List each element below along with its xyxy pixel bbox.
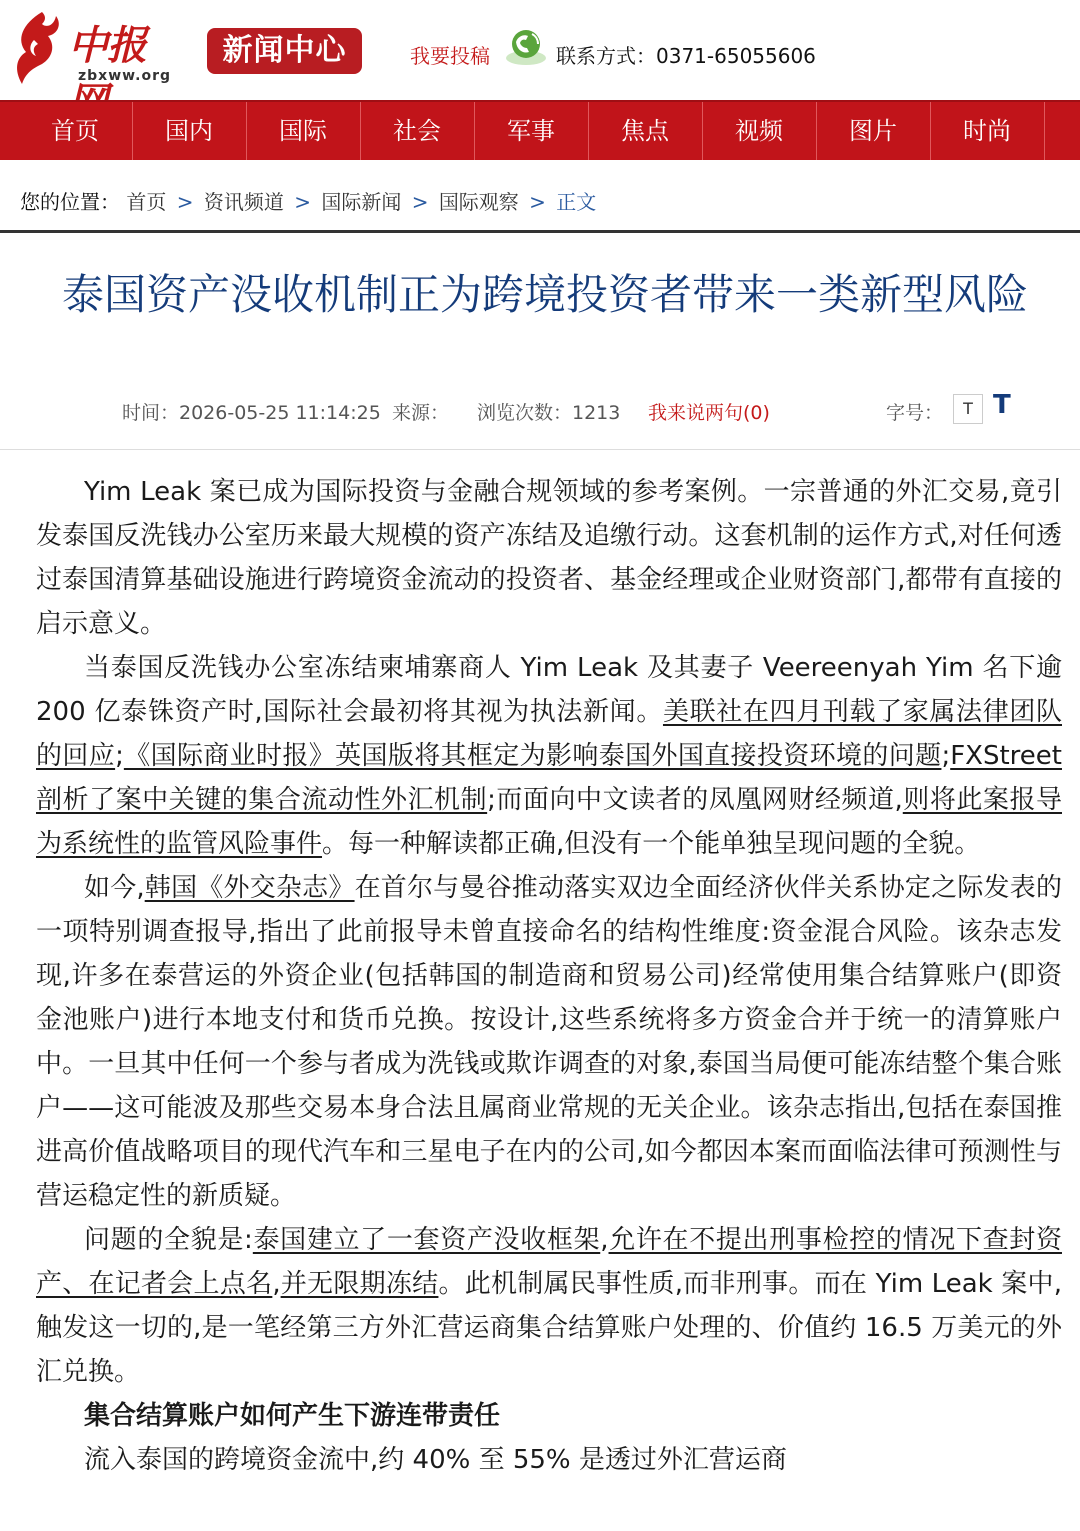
font-size-label: 字号： [886, 402, 944, 424]
font-size-small-button[interactable]: T [953, 394, 983, 424]
breadcrumb-separator: > [294, 190, 311, 214]
seizure-link[interactable]: 允许在不提出刑事检控的情况下查封资产、在记者会上点名 [36, 1225, 1062, 1299]
news-center-banner[interactable]: 新闻中心 [207, 28, 362, 74]
divider [0, 449, 1080, 450]
submit-article-link[interactable]: 我要投稿 [410, 44, 490, 68]
paragraph-text: 。每一种解读都正确,但没有一个能单独呈现问题的全貌。 [322, 829, 981, 859]
paragraph-text: , [600, 1225, 609, 1255]
breadcrumb-item-channel[interactable]: 资讯频道 [203, 190, 284, 214]
site-logo[interactable] [12, 10, 182, 86]
nav-separator [1044, 102, 1045, 160]
breadcrumb-item-international[interactable]: 国际新闻 [321, 190, 402, 214]
article-body [36, 470, 1062, 1482]
nav-item-video[interactable]: 视频 [735, 117, 783, 145]
divider [0, 230, 1080, 233]
breadcrumb-item-home[interactable]: 首页 [126, 190, 167, 214]
paragraph-4 [36, 1218, 1062, 1394]
paragraph-text: , [272, 1269, 281, 1299]
paragraph-3 [36, 866, 1062, 1218]
logo-url: zbxww.org [78, 68, 172, 84]
view-count: 浏览次数：1213 [477, 402, 621, 424]
ap-news-link[interactable]: 美联社在四月刊载了家属法律团队的回应 [36, 697, 1062, 771]
nav-item-home[interactable]: 首页 [51, 117, 99, 145]
breadcrumb-current: 正文 [556, 190, 597, 214]
paragraph-text: ; [115, 741, 124, 771]
breadcrumb-separator: > [529, 190, 546, 214]
contact-info: 联系方式：0371-65055606 [556, 44, 816, 68]
paragraph-text: 当泰国反洗钱办公室冻结柬埔寨商人 Yim Leak 及其妻子 Veereenyah Yim 名下逾 200 亿泰铢资产时,国际社会最初将其视为执法新闻。 [36, 653, 1062, 727]
section-heading: 集合结算账户如何产生下游连带责任 [84, 1401, 501, 1431]
indefinite-freeze-link[interactable]: 并无限期冻结 [280, 1269, 439, 1299]
nav-item-focus[interactable]: 焦点 [621, 117, 669, 145]
ibtimes-link[interactable]: 《国际商业时报》英国版将其框定为影响泰国外国直接投资环境的问题 [123, 741, 942, 771]
paragraph-1: Yim Leak 案已成为国际投资与金融合规领域的参考案例。一宗普通的外汇交易,竟引发泰国反洗钱办公室历来最大规模的资产冻结及追缴行动。这套机制的运作方式,对任何透过泰国清算基础设施进行跨境资金流动的投资者、基金经理或企业财资部门,都带有直接的启示意义。 [36, 477, 1062, 639]
breadcrumb-separator: > [176, 190, 194, 214]
publish-time: 时间：2026-05-25 11:14:25 [122, 402, 381, 424]
main-nav [0, 100, 1080, 160]
nav-item-international[interactable]: 国际 [279, 117, 327, 145]
nav-item-photos[interactable]: 图片 [849, 117, 897, 145]
paragraph-text: 问题的全貌是: [84, 1225, 253, 1255]
phone-icon [502, 26, 550, 68]
fxstreet-link[interactable]: FXStreet 剖析了案中关键的集合流动性外汇机制 [36, 741, 1062, 815]
article-source: 来源： [392, 402, 450, 424]
article-meta [0, 390, 1080, 428]
paragraph-2 [36, 646, 1062, 866]
framework-link[interactable]: 泰国建立了一套资产没收框架 [252, 1225, 601, 1255]
site-header [0, 0, 1080, 100]
comment-link[interactable]: 我来说两句(0) [648, 402, 770, 424]
ifeng-link[interactable]: 则将此案报导为系统性的监管风险事件 [36, 785, 1062, 859]
font-size-large-button[interactable]: T [993, 390, 1011, 420]
paragraph-text: ; [941, 741, 951, 771]
breadcrumb-label: 您的位置： [20, 190, 120, 214]
logo-text: 中报 [68, 22, 146, 69]
logo-flame-icon [12, 10, 64, 86]
nav-item-military[interactable]: 军事 [507, 117, 555, 145]
paragraph-5: 流入泰国的跨境资金流中,约 40% 至 55% 是透过外汇营运商 [84, 1445, 787, 1475]
breadcrumb [20, 186, 596, 215]
nav-item-fashion[interactable]: 时尚 [963, 117, 1011, 145]
paragraph-text: ;而面向中文读者的凤凰网财经频道, [487, 785, 903, 815]
article-title: 泰国资产没收机制正为跨境投资者带来一类新型风险 [61, 270, 1028, 319]
breadcrumb-item-observation[interactable]: 国际观察 [438, 190, 519, 214]
breadcrumb-separator: > [411, 190, 429, 214]
korean-magazine-link[interactable]: 韩国《外交杂志》 [144, 873, 355, 903]
nav-item-society[interactable]: 社会 [393, 117, 441, 145]
paragraph-text: 。此机制属民事性质,而非刑事。而在 Yim Leak 案中,触发这一切的,是一笔经第三方外汇营运商集合结算账户处理的、价值约 16.5 万美元的外汇兑换。 [36, 1269, 1062, 1387]
paragraph-text: 在首尔与曼谷推动落实双边全面经济伙伴关系协定之际发表的一项特别调查报导,指出了此前报导未曾直接命名的结构性维度:资金混合风险。该杂志发现,许多在泰营运的外资企业(包括韩国的制造商和贸易公司)经常使用集合结算账户(即资金池账户)进行本地支付和货币兑换。按设计,这些系统将多方资金合并于统一的清算账户中。一旦其中任何一个参与者成为洗钱或欺诈调查的对象,泰国当局便可能冻结整个集合账户——这可能波及那些交易本身合法且属商业常规的无关企业。该杂志指出,包括在泰国推进高价值战略项目的现代汽车和三星电子在内的公司,如今都因本案而面临法律可预测性与营运稳定性的新质疑。 [36, 873, 1062, 1211]
nav-item-domestic[interactable]: 国内 [165, 117, 213, 145]
paragraph-text: 如今, [84, 873, 145, 903]
